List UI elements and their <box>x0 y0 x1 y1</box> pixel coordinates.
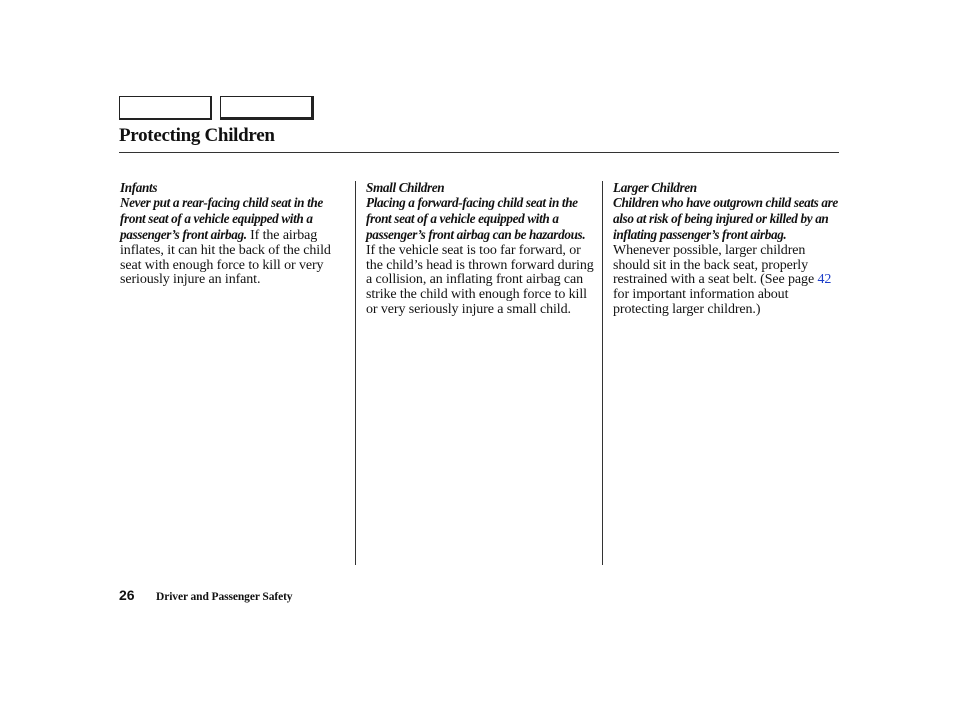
nav-button-main-menu[interactable] <box>119 96 212 120</box>
column-infants <box>120 181 348 288</box>
page-reference-link[interactable]: 42 <box>817 272 832 288</box>
page-title: Protecting Children <box>119 125 275 146</box>
column-divider <box>355 181 356 565</box>
column-larger-children <box>613 181 841 318</box>
page-number: 26 <box>119 587 135 603</box>
column-warning: Placing a forward-facing child seat in the front seat of a vehicle equipped with a passenger’s front airbag can be hazardous. <box>366 194 586 242</box>
column-body: If the vehicle seat is too far forward, or the child’s head is thrown forward during a collision, an inflating front airbag can strike the child with enough force to kill or very seriously injure a small child. <box>366 242 594 318</box>
column-small-children <box>366 181 594 318</box>
column-body: If the airbag inflates, it can hit the back of the child seat with enough force to kill or very seriously injure an infant. <box>120 227 331 288</box>
column-body: Whenever possible, larger children should sit in the back seat, properly restrained with a seat belt. (See page <box>613 242 818 288</box>
column-body-continued: for important information about protecting larger children.) <box>613 287 789 318</box>
column-heading: Infants <box>120 180 158 195</box>
title-rule <box>119 152 839 153</box>
section-name: Driver and Passenger Safety <box>156 591 293 603</box>
column-warning: Never put a rear-facing child seat in the front seat of a vehicle equipped with a passenger’s front airbag. <box>120 194 323 242</box>
column-heading: Small Children <box>366 180 445 195</box>
column-warning: Children who have outgrown child seats are also at risk of being injured or killed by an inflating passenger’s front airbag. <box>613 194 838 242</box>
nav-button-table-of-contents[interactable] <box>220 96 314 120</box>
column-heading: Larger Children <box>613 180 697 195</box>
column-divider <box>602 181 603 565</box>
